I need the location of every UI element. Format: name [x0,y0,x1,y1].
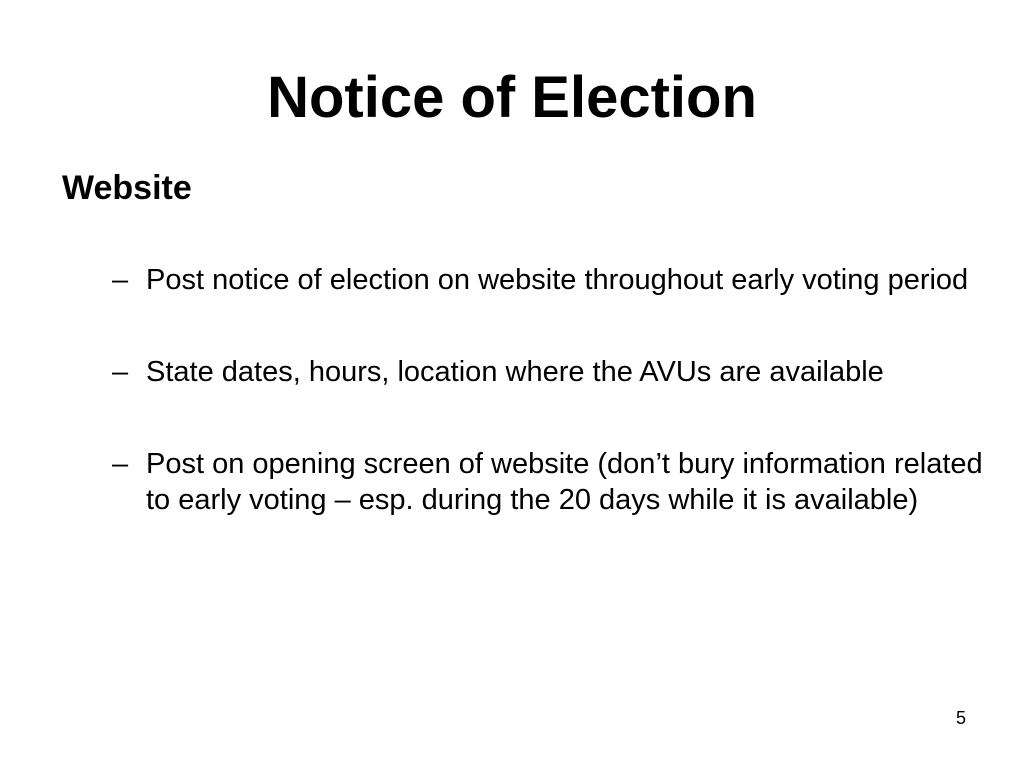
bullet-item-post-notice [112,262,992,298]
dash-bullet-marker: – [112,448,129,480]
bullet-item-opening-screen [112,446,992,518]
bullet-list [112,262,992,518]
dash-bullet-marker: – [112,264,129,296]
dash-bullet-marker: – [112,356,129,388]
bullet-text: State dates, hours, location where the AVUs are available [146,356,884,388]
slide-title: Notice of Election [267,65,757,130]
page-number: 5 [955,708,966,728]
bullet-text: Post notice of election on website throughout early voting period [146,264,969,296]
bullet-item-state-dates [112,354,992,390]
bullet-text: Post on opening screen of website (don’t bury information related to early voting – esp. during the 20 days while it is available) [146,448,983,516]
section-heading: Website [62,169,192,207]
